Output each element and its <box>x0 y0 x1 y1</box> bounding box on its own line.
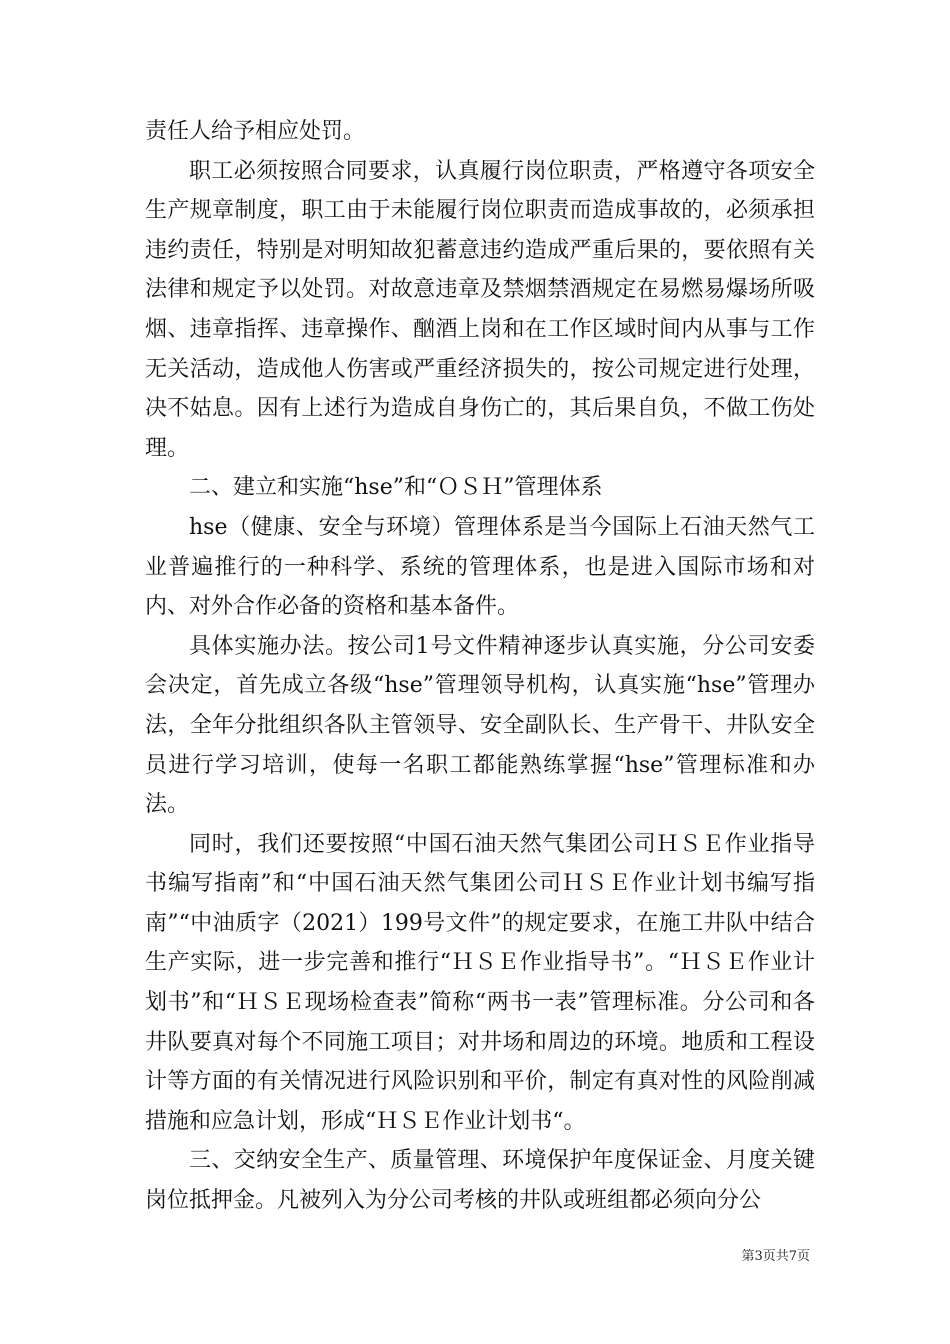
paragraph-4: 具体实施办法。按公司1号文件精神逐步认真实施，分公司安委会决定，首先成立各级“hse”管理领导机构，认真实施“hse”管理办法，全年分批组织各队主管领导、安全副队长、生产骨干、井队安全员进行学习培训，使每一名职工都能熟练掌握“hse”管理标准和办法。 <box>145 633 815 818</box>
document-body <box>145 112 815 1221</box>
paragraph-6: 三、交纳安全生产、质量管理、环境保护年度保证金、月度关键岗位抵押金。凡被列入为分公司考核的井队或班组都必须向分公 <box>145 1148 815 1214</box>
section-heading-2: 二、建立和实施“hse”和“ＯＳＨ”管理体系 <box>189 475 603 501</box>
paragraph-1: 责任人给予相应处罚。 <box>145 119 366 144</box>
page-number: 第3页共7页 <box>741 1249 810 1264</box>
paragraph-3: hse（健康、安全与环境）管理体系是当今国际上石油天然气工业普遍推行的一种科学、系统的管理体系，也是进入国际市场和对内、对外合作必备的资格和基本备件。 <box>145 514 815 620</box>
paragraph-2: 职工必须按照合同要求，认真履行岗位职责，严格遵守各项安全生产规章制度，职工由于未能履行岗位职责而造成事故的，必须承担违约责任，特别是对明知故犯蓄意违约造成严重后果的，要依照有关法律和规定予以处罚。对故意违章及禁烟禁酒规定在易燃易爆场所吸烟、违章指挥、违章操作、酗酒上岗和在工作区域时间内从事与工作无关活动，造成他人伤害或严重经济损失的，按公司规定进行处理，决不姑息。因有上述行为造成自身伤亡的，其后果自负，不做工伤处理。 <box>145 158 815 461</box>
paragraph-5: 同时，我们还要按照“中国石油天然气集团公司ＨＳＥ作业指导书编写指南”和“中国石油天然气集团公司ＨＳＥ作业计划书编写指南”“中油质字（2021）199号文件”的规定要求，在施工井队中结合生产实际，进一步完善和推行“ＨＳＥ作业指导书”。“ＨＳＥ作业计划书”和“ＨＳＥ现场检查表”简称“两书一表”管理标准。分公司和各井队要真对每个不同施工项目；对井场和周边的环境。地质和工程设计等方面的有关情况进行风险识别和平价，制定有真对性的风险削减措施和应急计划，形成“ＨＳＥ作业计划书“。 <box>145 831 815 1134</box>
